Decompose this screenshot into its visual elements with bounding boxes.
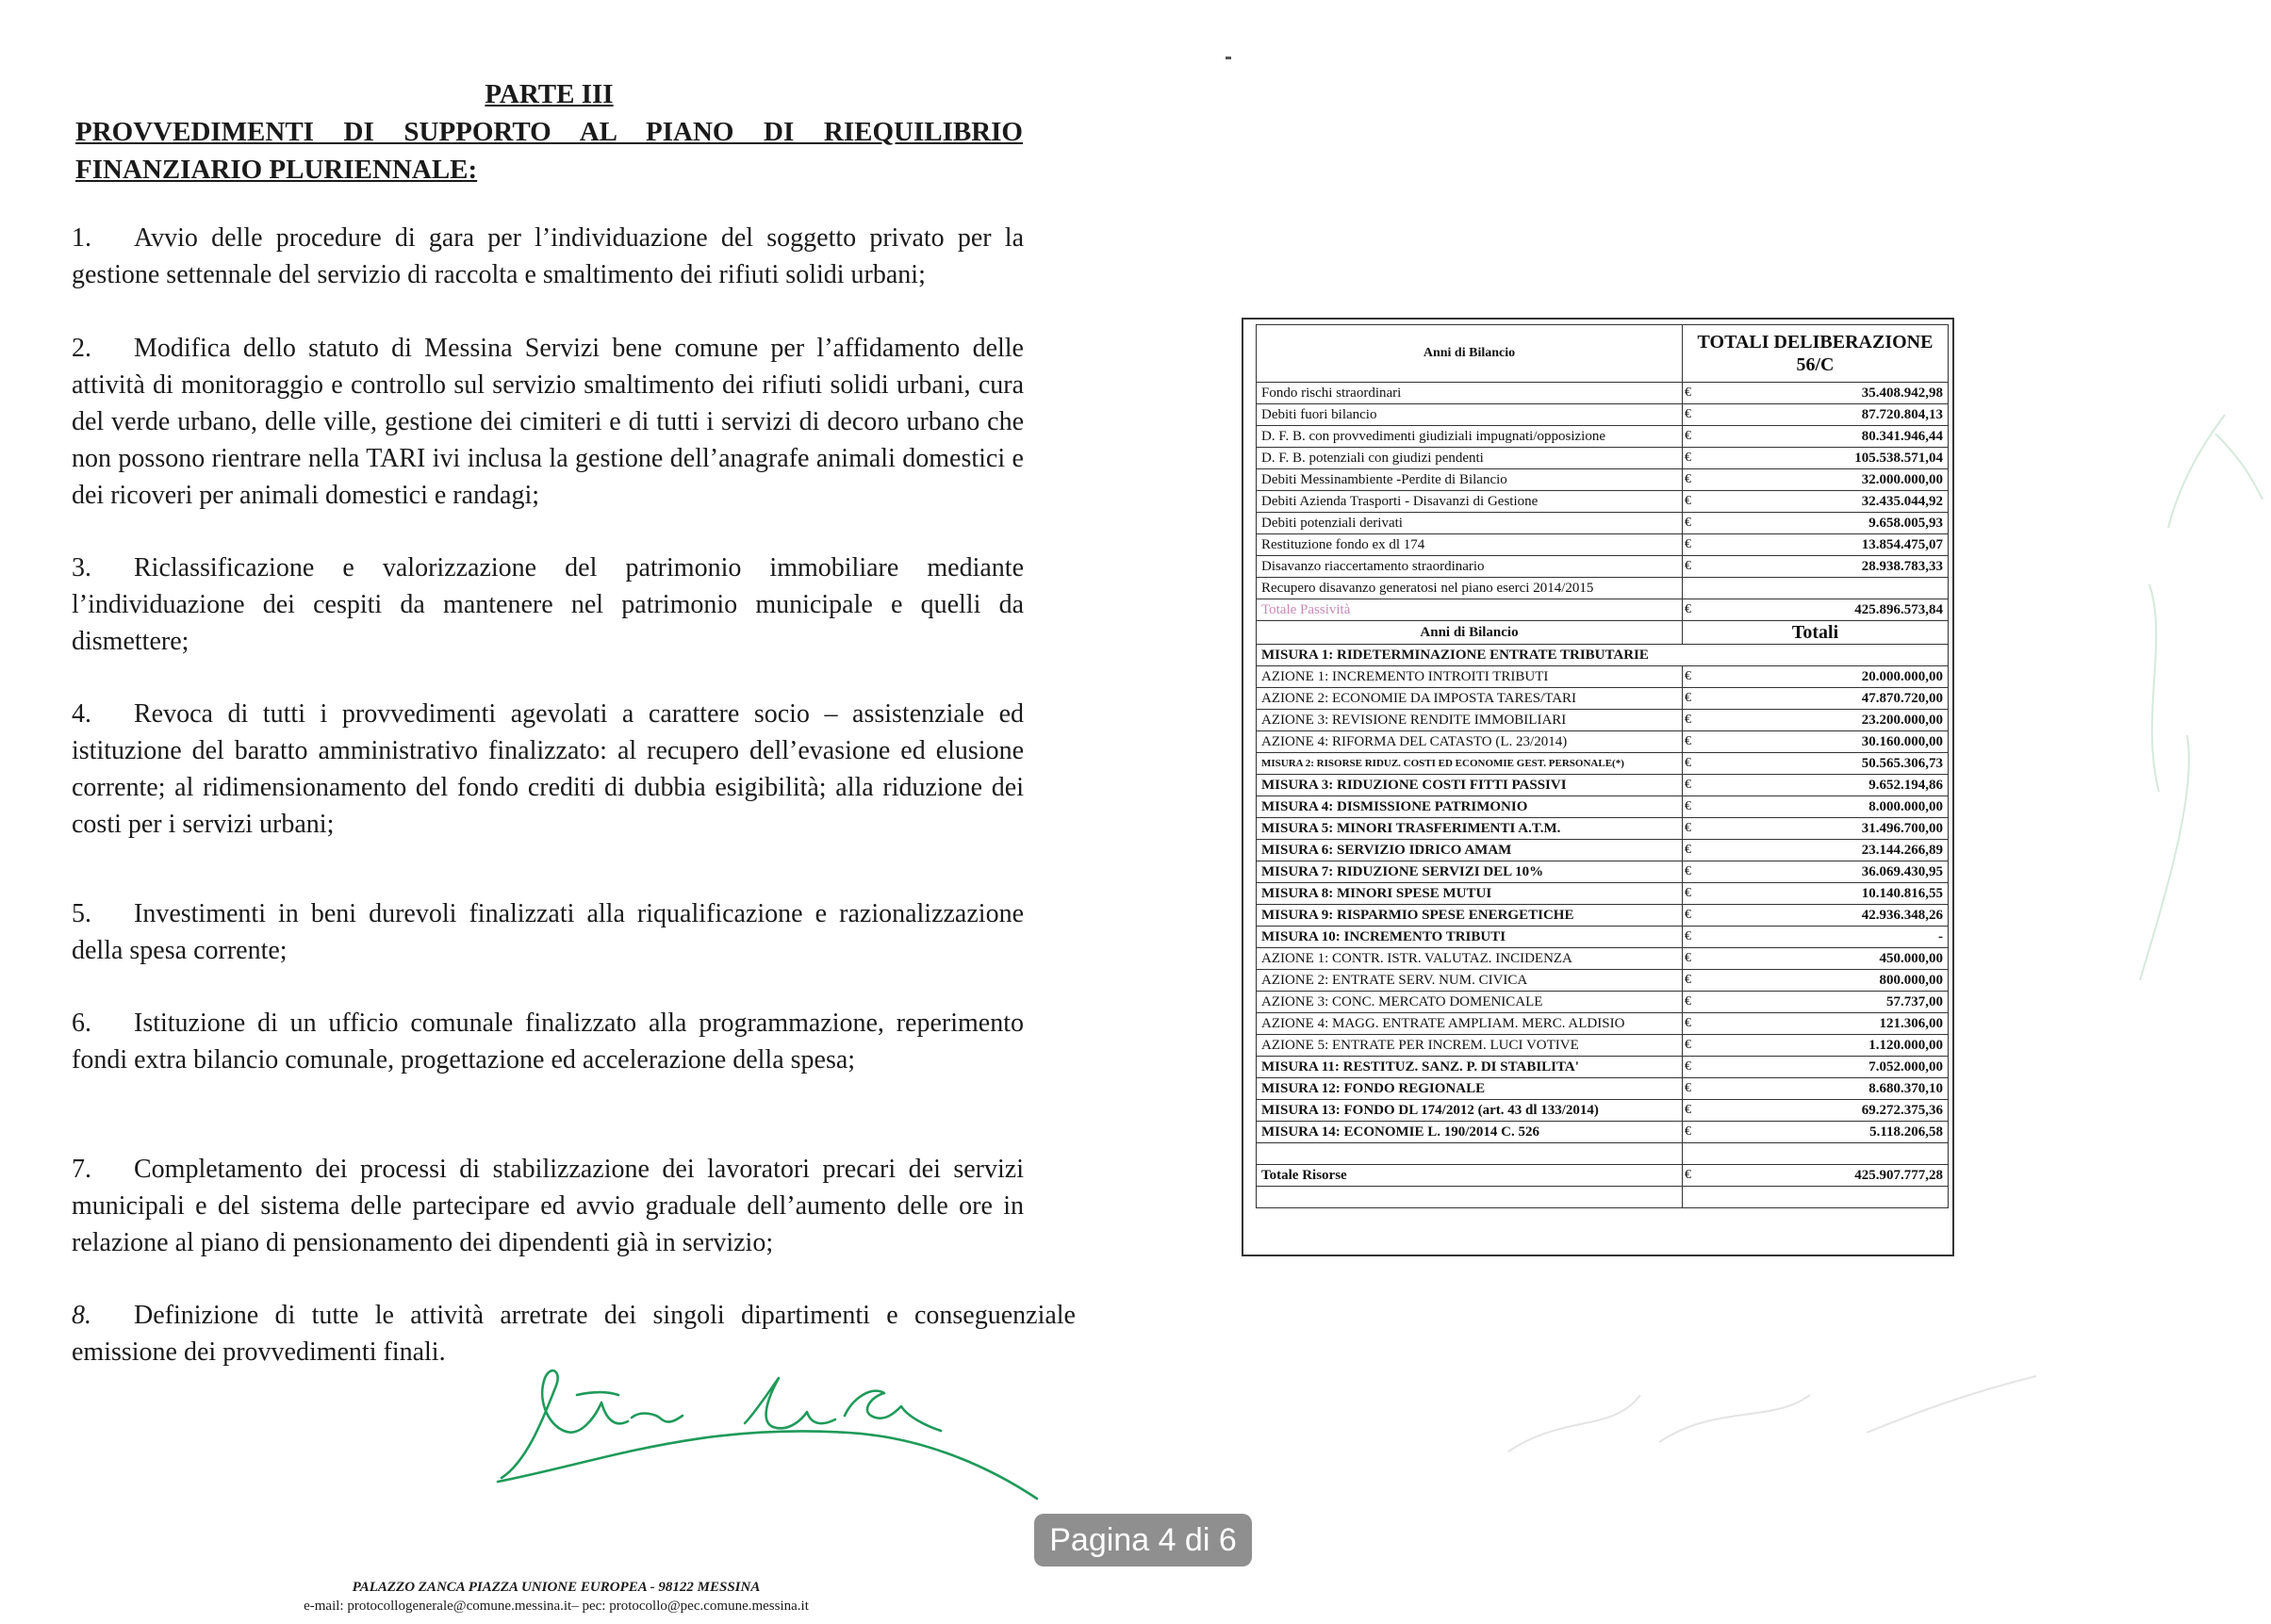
table-row bbox=[1257, 883, 1949, 905]
table-row bbox=[1257, 840, 1949, 861]
table-row bbox=[1257, 1013, 1949, 1035]
measure-number: 6. bbox=[72, 1009, 91, 1038]
row-name: AZIONE 3: REVISIONE RENDITE IMMOBILIARI bbox=[1257, 710, 1683, 731]
currency-symbol: € bbox=[1683, 710, 1703, 731]
table-row bbox=[1257, 1122, 1949, 1143]
table-row bbox=[1257, 513, 1949, 534]
row-amount: 23.144.266,89 bbox=[1703, 840, 1949, 861]
currency-symbol: € bbox=[1683, 1122, 1703, 1143]
row-amount: 23.200.000,00 bbox=[1703, 710, 1949, 731]
measure-number: 7. bbox=[72, 1155, 91, 1184]
measure-number: 2. bbox=[72, 334, 91, 363]
measure-item bbox=[72, 1151, 1024, 1261]
table-row bbox=[1257, 556, 1949, 578]
currency-symbol: € bbox=[1683, 666, 1703, 688]
document-title bbox=[75, 113, 1023, 189]
currency-symbol: € bbox=[1683, 383, 1703, 404]
row-name: MISURA 4: DISMISSIONE PATRIMONIO bbox=[1257, 796, 1683, 818]
table-row bbox=[1257, 1100, 1949, 1122]
currency-symbol: € bbox=[1683, 861, 1703, 883]
table-row bbox=[1257, 1035, 1949, 1057]
measure-item bbox=[72, 220, 1024, 293]
measure-item bbox=[72, 696, 1024, 843]
row-amount: 28.938.783,33 bbox=[1703, 556, 1949, 578]
document-title-line2: FINANZIARIO PLURIENNALE: bbox=[75, 155, 478, 185]
row-name: AZIONE 3: CONC. MERCATO DOMENICALE bbox=[1257, 992, 1683, 1013]
table-section-row bbox=[1257, 645, 1949, 666]
measure-text: Modifica dello statuto di Messina Servizi bene comune per l’affidamento delle attività di monitoraggio e controllo sul servizio smaltimento dei rifiuti solidi urbani, cura del verde urbano, delle ville, gestione dei cimiteri e di tutti i servizi di decoro urbano che non possono rientrare nella TARI ivi inclusa la gestione dell’anagrafe animali domestici e dei ricoveri per animali domestici e randagi; bbox=[72, 334, 1024, 510]
row-amount: 47.870.720,00 bbox=[1703, 688, 1949, 710]
table-row bbox=[1257, 469, 1949, 491]
row-name: D. F. B. potenziali con giudizi pendenti bbox=[1257, 448, 1683, 469]
table-row bbox=[1257, 1057, 1949, 1078]
currency-symbol: € bbox=[1683, 948, 1703, 970]
table-row bbox=[1257, 731, 1949, 753]
row-name: AZIONE 4: RIFORMA DEL CATASTO (L. 23/2014) bbox=[1257, 731, 1683, 753]
row-name: MISURA 13: FONDO DL 174/2012 (art. 43 dl 133/2014) bbox=[1257, 1100, 1683, 1122]
total-passivita-label: Totale Passività bbox=[1257, 599, 1683, 621]
table-row bbox=[1257, 861, 1949, 883]
currency-symbol: € bbox=[1683, 1013, 1703, 1035]
table-row bbox=[1257, 404, 1949, 426]
measure-text: Avvio delle procedure di gara per l’individuazione del soggetto privato per la gestione settennale del servizio di raccolta e smaltimento dei rifiuti solidi urbani; bbox=[72, 223, 1024, 289]
page-indicator: Pagina 4 di 6 bbox=[1034, 1514, 1252, 1567]
subheader-totals: Totali bbox=[1683, 621, 1949, 645]
row-name: AZIONE 4: MAGG. ENTRATE AMPLIAM. MERC. ALDISIO bbox=[1257, 1013, 1683, 1035]
currency-symbol: € bbox=[1683, 883, 1703, 905]
row-name: Fondo rischi straordinari bbox=[1257, 383, 1683, 404]
measure-text: Completamento dei processi di stabilizzazione dei lavoratori precari dei servizi municipali e del sistema delle partecipare ed avvio graduale dell’aumento delle ore in relazione al piano di pensionamento dei dipendenti già in servizio; bbox=[72, 1155, 1024, 1257]
row-name: MISURA 5: MINORI TRASFERIMENTI A.T.M. bbox=[1257, 818, 1683, 840]
financial-table bbox=[1256, 324, 1949, 1208]
subheader-label: Anni di Bilancio bbox=[1257, 621, 1683, 645]
row-amount: 7.052.000,00 bbox=[1703, 1057, 1949, 1078]
row-amount: 32.000.000,00 bbox=[1703, 469, 1949, 491]
row-amount: 31.496.700,00 bbox=[1703, 818, 1949, 840]
table-subheader-row bbox=[1257, 621, 1949, 645]
table-row bbox=[1257, 927, 1949, 948]
row-amount: 450.000,00 bbox=[1703, 948, 1949, 970]
currency-symbol: € bbox=[1683, 970, 1703, 992]
row-name: D. F. B. con provvedimenti giudiziali impugnati/opposizione bbox=[1257, 426, 1683, 448]
row-amount: 10.140.816,55 bbox=[1703, 883, 1949, 905]
currency-symbol: € bbox=[1683, 905, 1703, 927]
currency-symbol: € bbox=[1683, 1100, 1703, 1122]
currency-symbol: € bbox=[1683, 448, 1703, 469]
measure-item bbox=[72, 550, 1024, 660]
row-name: AZIONE 1: CONTR. ISTR. VALUTAZ. INCIDENZA bbox=[1257, 948, 1683, 970]
measure-number: 1. bbox=[72, 223, 91, 253]
measure-text: Riclassificazione e valorizzazione del patrimonio immobiliare mediante l’individuazione dei cespiti da mantenere nel patrimonio municipale e quelli da dismettere; bbox=[72, 553, 1024, 656]
footer-email: e-mail: protocollogenerale@comune.messina.it– pec: protocollo@pec.comune.messina.it bbox=[304, 1599, 809, 1614]
row-name: Disavanzo riaccertamento straordinario bbox=[1257, 556, 1683, 578]
currency-symbol: € bbox=[1683, 513, 1703, 534]
row-amount: 36.069.430,95 bbox=[1703, 861, 1949, 883]
row-name: Debiti potenziali derivati bbox=[1257, 513, 1683, 534]
row-name: MISURA 6: SERVIZIO IDRICO AMAM bbox=[1257, 840, 1683, 861]
row-name: MISURA 11: RESTITUZ. SANZ. P. DI STABILITA' bbox=[1257, 1057, 1683, 1078]
row-name: Recupero disavanzo generatosi nel piano eserci 2014/2015 bbox=[1257, 578, 1683, 599]
row-name: MISURA 9: RISPARMIO SPESE ENERGETICHE bbox=[1257, 905, 1683, 927]
row-amount: - bbox=[1703, 927, 1949, 948]
row-amount: 800.000,00 bbox=[1703, 970, 1949, 992]
table-row bbox=[1257, 666, 1949, 688]
row-amount: 32.435.044,92 bbox=[1703, 491, 1949, 513]
row-name: AZIONE 2: ECONOMIE DA IMPOSTA TARES/TARI bbox=[1257, 688, 1683, 710]
row-amount: 9.658.005,93 bbox=[1703, 513, 1949, 534]
row-name: MISURA 12: FONDO REGIONALE bbox=[1257, 1078, 1683, 1100]
measure-number: 8. bbox=[72, 1301, 91, 1330]
total-risorse-amount: 425.907.777,28 bbox=[1703, 1165, 1949, 1187]
row-name: Debiti Messinambiente -Perdite di Bilancio bbox=[1257, 469, 1683, 491]
table-row bbox=[1257, 1078, 1949, 1100]
currency-symbol: € bbox=[1683, 840, 1703, 861]
section-heading bbox=[75, 75, 1023, 189]
table-row bbox=[1257, 970, 1949, 992]
measure-text: Revoca di tutti i provvedimenti agevolati a carattere socio – assistenziale ed istituzione del baratto amministrativo finalizzato: al recupero dell’evasione ed elusione corrente; al ridimensionamento del fondo crediti di dubbia esigibilità; alla riduzione dei costi per i servizi urbani; bbox=[72, 699, 1024, 839]
measure-item bbox=[72, 330, 1024, 514]
currency-symbol: € bbox=[1683, 426, 1703, 448]
row-name: MISURA 8: MINORI SPESE MUTUI bbox=[1257, 883, 1683, 905]
table-row bbox=[1257, 948, 1949, 970]
footer-address: PALAZZO ZANCA PIAZZA UNIONE EUROPEA - 98122 MESSINA bbox=[352, 1580, 761, 1595]
measure-number: 5. bbox=[72, 899, 91, 928]
row-amount: 9.652.194,86 bbox=[1703, 775, 1949, 796]
table-header-row bbox=[1257, 325, 1949, 383]
row-amount: 105.538.571,04 bbox=[1703, 448, 1949, 469]
currency-symbol: € bbox=[1683, 491, 1703, 513]
row-amount: 57.737,00 bbox=[1703, 992, 1949, 1013]
table-row bbox=[1257, 448, 1949, 469]
row-name: MISURA 7: RIDUZIONE SERVIZI DEL 10% bbox=[1257, 861, 1683, 883]
row-amount: 30.160.000,00 bbox=[1703, 731, 1949, 753]
row-amount: 87.720.804,13 bbox=[1703, 404, 1949, 426]
measure-text: Investimenti in beni durevoli finalizzati alla riqualificazione e razionalizzazione della spesa corrente; bbox=[72, 899, 1024, 965]
row-amount: 50.565.306,73 bbox=[1703, 753, 1949, 775]
row-amount: 8.680.370,10 bbox=[1703, 1078, 1949, 1100]
total-risorse-label: Totale Risorse bbox=[1257, 1165, 1683, 1187]
currency-symbol: € bbox=[1683, 1078, 1703, 1100]
measure-number: 3. bbox=[72, 553, 91, 582]
currency-symbol: € bbox=[1683, 775, 1703, 796]
row-amount: 8.000.000,00 bbox=[1703, 796, 1949, 818]
row-name: AZIONE 2: ENTRATE SERV. NUM. CIVICA bbox=[1257, 970, 1683, 992]
total-passivita-amount: 425.896.573,84 bbox=[1703, 599, 1949, 621]
table-row bbox=[1257, 578, 1949, 599]
row-amount: 35.408.942,98 bbox=[1703, 383, 1949, 404]
header-label: Anni di Bilancio bbox=[1257, 325, 1683, 383]
table-row bbox=[1257, 818, 1949, 840]
row-amount: 1.120.000,00 bbox=[1703, 1035, 1949, 1057]
currency-symbol: € bbox=[1683, 796, 1703, 818]
row-amount: 80.341.946,44 bbox=[1703, 426, 1949, 448]
currency-symbol: € bbox=[1683, 1057, 1703, 1078]
row-amount: 20.000.000,00 bbox=[1703, 666, 1949, 688]
currency-symbol: € bbox=[1683, 731, 1703, 753]
header-totals: TOTALI DELIBERAZIONE 56/C bbox=[1683, 325, 1949, 383]
row-name: Debiti Azienda Trasporti - Disavanzi di Gestione bbox=[1257, 491, 1683, 513]
currency-symbol: € bbox=[1683, 534, 1703, 556]
currency-symbol: € bbox=[1683, 818, 1703, 840]
currency-symbol: € bbox=[1683, 1035, 1703, 1057]
row-amount: 42.936.348,26 bbox=[1703, 905, 1949, 927]
table-blank-row bbox=[1257, 1143, 1949, 1165]
row-amount: 69.272.375,36 bbox=[1703, 1100, 1949, 1122]
section-label: MISURA 1: RIDETERMINAZIONE ENTRATE TRIBUTARIE bbox=[1257, 645, 1949, 666]
currency-symbol: € bbox=[1683, 469, 1703, 491]
row-name: AZIONE 1: INCREMENTO INTROITI TRIBUTI bbox=[1257, 666, 1683, 688]
table-row bbox=[1257, 992, 1949, 1013]
part-title: PARTE III bbox=[485, 79, 614, 109]
document-title-line1: PROVVEDIMENTI DI SUPPORTO AL PIANO DI RIEQUILIBRIO bbox=[75, 117, 1023, 147]
page-footer bbox=[255, 1578, 858, 1616]
table-total-row bbox=[1257, 1165, 1949, 1187]
measure-number: 4. bbox=[72, 699, 91, 729]
table-row bbox=[1257, 534, 1949, 556]
table-row bbox=[1257, 710, 1949, 731]
table-row bbox=[1257, 905, 1949, 927]
scan-speck bbox=[1226, 57, 1231, 59]
row-name: MISURA 14: ECONOMIE L. 190/2014 C. 526 bbox=[1257, 1122, 1683, 1143]
scan-artifact-marks bbox=[1471, 1357, 2074, 1470]
row-name: MISURA 10: INCREMENTO TRIBUTI bbox=[1257, 927, 1683, 948]
currency-symbol: € bbox=[1683, 599, 1703, 621]
row-amount: 5.118.206,58 bbox=[1703, 1122, 1949, 1143]
row-name: MISURA 2: RISORSE RIDUZ. COSTI ED ECONOMIE GEST. PERSONALE(*) bbox=[1257, 753, 1683, 775]
row-amount: 13.854.475,07 bbox=[1703, 534, 1949, 556]
currency-symbol: € bbox=[1683, 556, 1703, 578]
measure-text: Istituzione di un ufficio comunale finalizzato alla programmazione, reperimento fondi extra bilancio comunale, progettazione ed accelerazione della spesa; bbox=[72, 1009, 1024, 1074]
measure-item bbox=[72, 1005, 1024, 1078]
row-name: MISURA 3: RIDUZIONE COSTI FITTI PASSIVI bbox=[1257, 775, 1683, 796]
table-row bbox=[1257, 796, 1949, 818]
currency-symbol: € bbox=[1683, 688, 1703, 710]
table-total-row bbox=[1257, 599, 1949, 621]
handwritten-signature bbox=[490, 1357, 1056, 1508]
scan-artifact-marks bbox=[2112, 396, 2271, 1056]
table-row bbox=[1257, 753, 1949, 775]
table-row bbox=[1257, 426, 1949, 448]
table-row bbox=[1257, 775, 1949, 796]
currency-symbol: € bbox=[1683, 404, 1703, 426]
table-blank-row bbox=[1257, 1187, 1949, 1208]
currency-symbol: € bbox=[1683, 992, 1703, 1013]
currency-symbol: € bbox=[1683, 753, 1703, 775]
table-row bbox=[1257, 688, 1949, 710]
table-row bbox=[1257, 383, 1949, 404]
currency-symbol: € bbox=[1683, 927, 1703, 948]
row-name: AZIONE 5: ENTRATE PER INCREM. LUCI VOTIVE bbox=[1257, 1035, 1683, 1057]
table-row bbox=[1257, 491, 1949, 513]
row-name: Restituzione fondo ex dl 174 bbox=[1257, 534, 1683, 556]
currency-symbol: € bbox=[1683, 1165, 1703, 1187]
measure-item bbox=[72, 895, 1024, 969]
row-amount: 121.306,00 bbox=[1703, 1013, 1949, 1035]
measure-text: Definizione di tutte le attività arretrate dei singoli dipartimenti e conseguenziale emissione dei provvedimenti finali. bbox=[72, 1301, 1076, 1367]
row-name: Debiti fuori bilancio bbox=[1257, 404, 1683, 426]
